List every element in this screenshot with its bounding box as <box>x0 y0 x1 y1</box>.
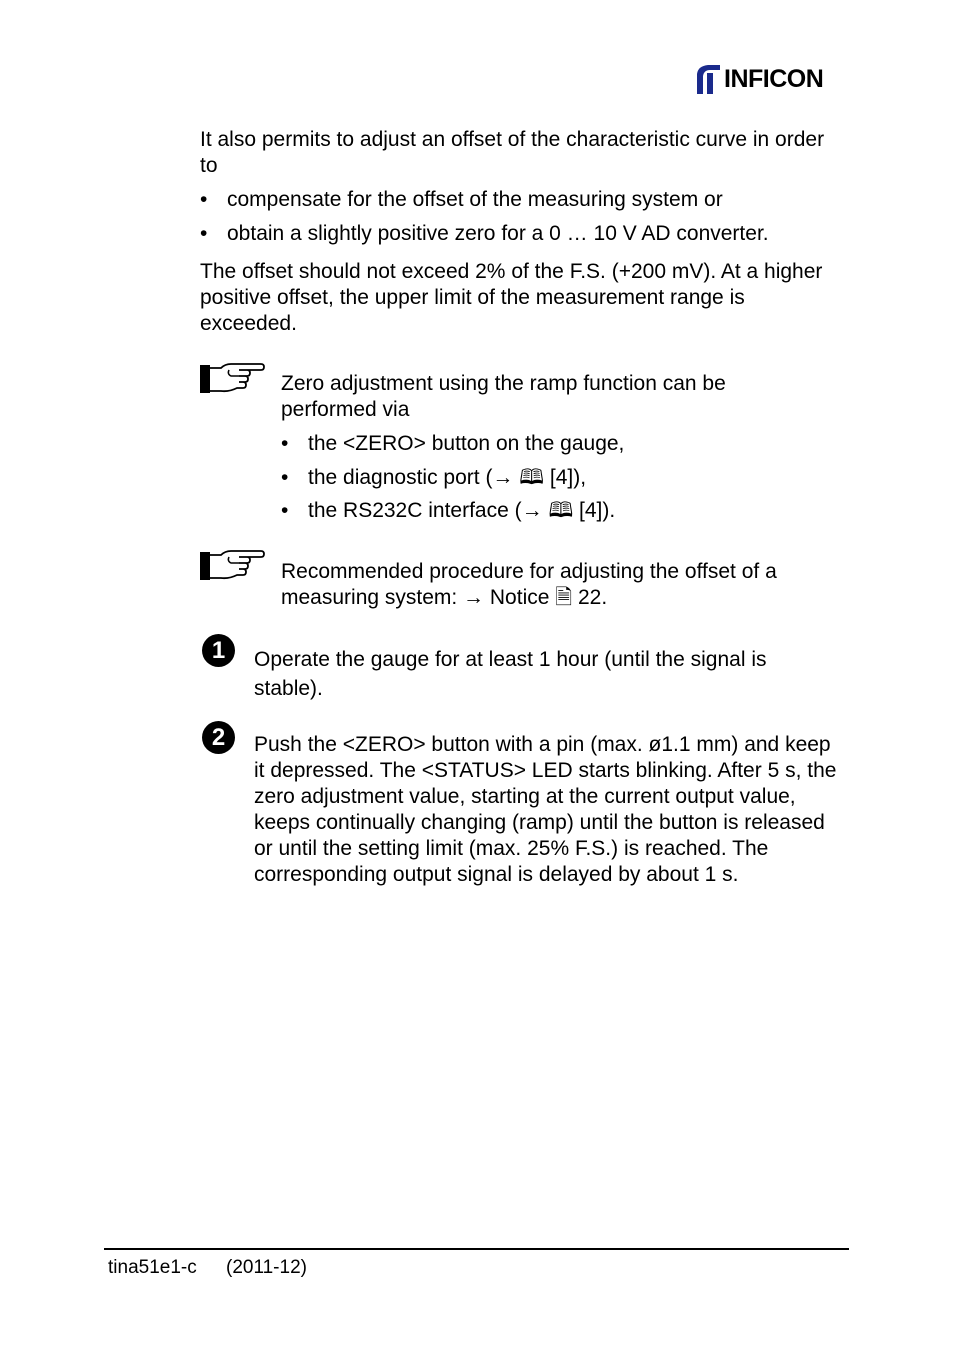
list-item <box>200 187 840 213</box>
bullet-icon: • <box>281 466 289 489</box>
note-text: Recommended procedure for adjusting the offset of a measuring system: → Notice 🗎 22. <box>281 560 777 609</box>
bullet-icon: • <box>281 432 289 455</box>
document-id: tina51e1-c <box>108 1257 197 1278</box>
step-text: Push the <ZERO> button with a pin (max. ø1.1 mm) and keep it depressed. The <STATUS> LED starts blinking. After 5 s, the zero adjustment value, starting at the current output value, keeps continually changing (ramp) until the button is released or until the setting limit (max. 25% F.S.) is reached. The corresponding output signal is delayed by about 1 s. <box>254 733 837 886</box>
brand-name: INFICON <box>724 65 824 93</box>
list-item <box>281 498 841 524</box>
list-item-text: obtain a slightly positive zero for a 0 … 10 V AD converter. <box>227 222 769 245</box>
offset-paragraph: The offset should not exceed 2% of the F.S. (+200 mV). At a higher positive offset, the upper limit of the measurement range is exceeded. <box>200 260 823 335</box>
bullet-icon: • <box>281 499 289 522</box>
step-number-icon: 1 <box>202 634 235 667</box>
list-item <box>281 465 841 491</box>
note-text: Zero adjustment using the ramp function can be performed via <box>281 372 726 421</box>
list-item-text: the RS232C interface (→ 🕮 [4]). <box>308 499 616 522</box>
pointing-hand-icon <box>199 549 265 585</box>
intro-paragraph: It also permits to adjust an offset of the characteristic curve in order to <box>200 128 825 177</box>
document-date: (2011-12) <box>226 1257 307 1278</box>
inficon-logo-mark <box>694 62 724 96</box>
footer-divider <box>104 1248 849 1250</box>
step-text: Operate the gauge for at least 1 hour (until the signal is stable). <box>254 648 767 700</box>
list-item-text: the <ZERO> button on the gauge, <box>308 432 625 455</box>
bullet-icon: • <box>200 188 208 211</box>
list-item <box>200 221 840 247</box>
pointing-hand-icon <box>199 362 265 398</box>
list-item-text: the diagnostic port (→ 🕮 [4]), <box>308 466 587 489</box>
inficon-logo <box>694 62 846 96</box>
list-item <box>281 431 841 457</box>
list-item-text: compensate for the offset of the measuring system or <box>227 188 723 211</box>
bullet-icon: • <box>200 222 208 245</box>
step-number-icon: 2 <box>202 721 235 754</box>
